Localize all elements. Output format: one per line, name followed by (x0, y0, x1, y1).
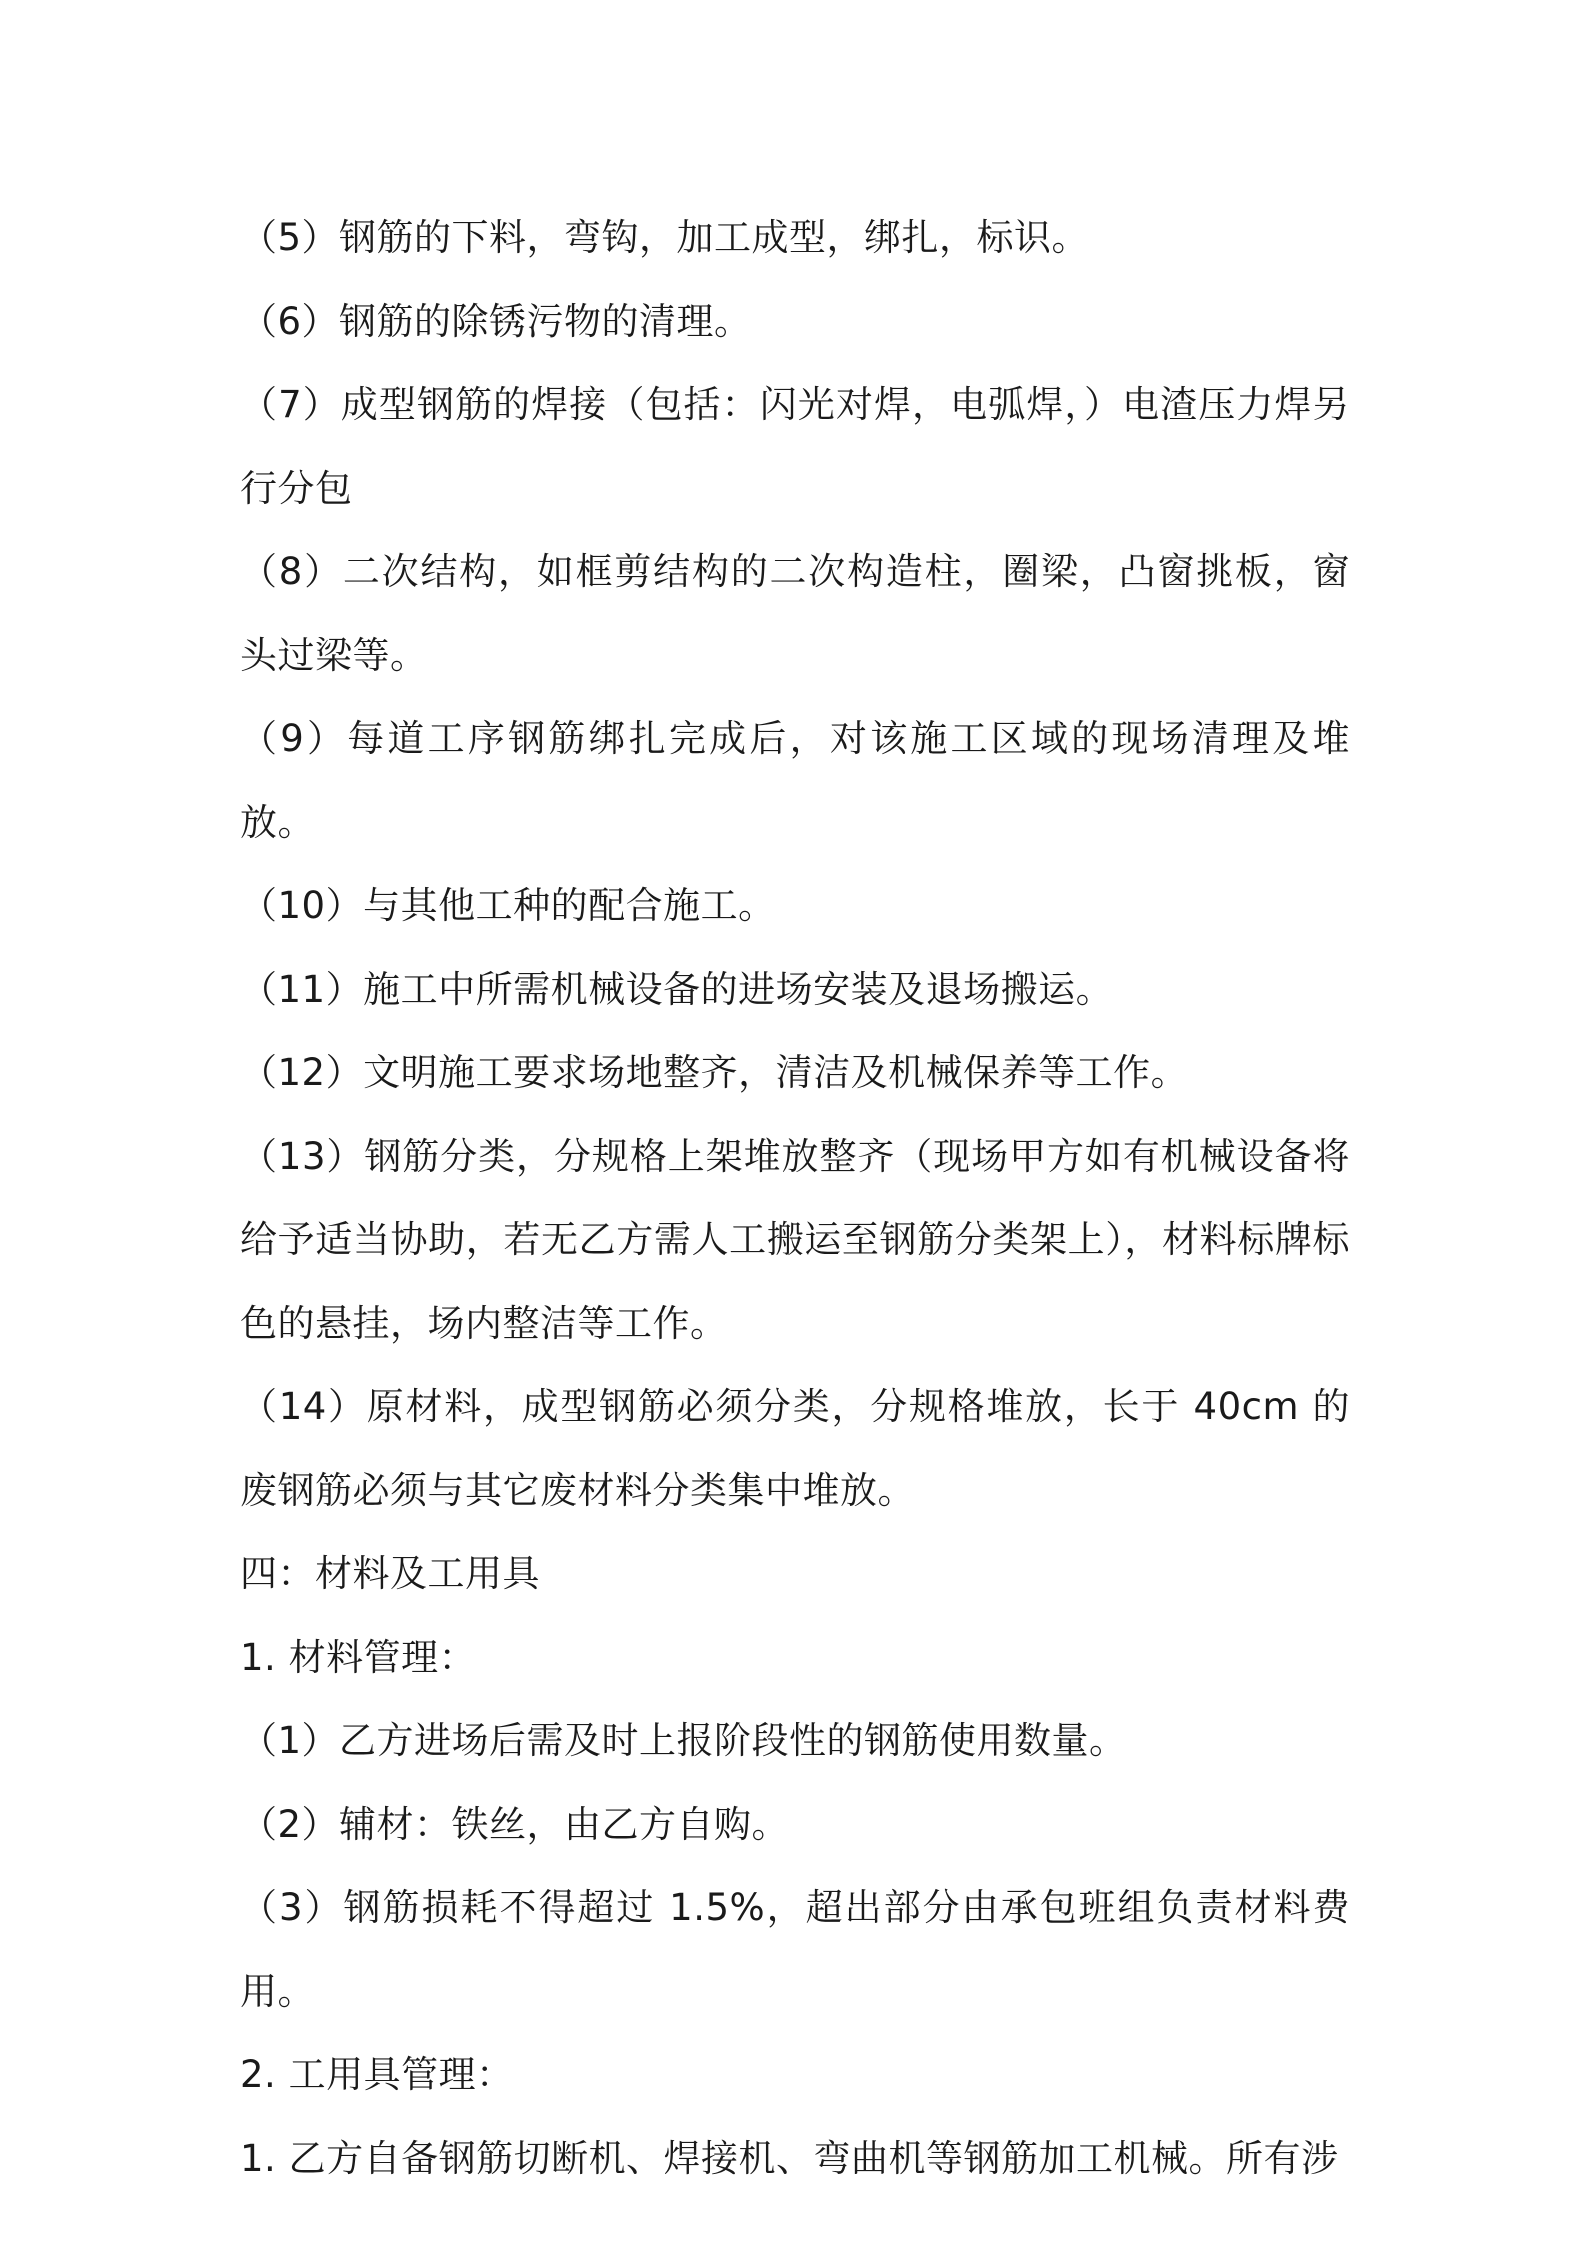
paragraph-item-11: （11）施工中所需机械设备的进场安装及退场搬运。 (240, 967, 1114, 1011)
paragraph-tool-1: 1. 乙方自备钢筋切断机、焊接机、弯曲机等钢筋加工机械。所有涉 (240, 2136, 1339, 2180)
paragraph-item-10: （10）与其他工种的配合施工。 (240, 884, 776, 927)
paragraph-item-6: （6）钢筋的除锈污物的清理。 (240, 299, 752, 343)
paragraph-item-9: （9）每道工序钢筋绑扎完成后，对该施工区域的现场清理及堆放。 (240, 717, 1350, 844)
section-heading-materials-tools: 四：材料及工用具 (240, 1552, 540, 1595)
paragraph-material-1: （1）乙方进场后需及时上报阶段性的钢筋使用数量。 (240, 1719, 1127, 1762)
paragraph-material-3: （3）钢筋损耗不得超过 1.5%，超出部分由承包班组负责材料费用。 (240, 1886, 1350, 2013)
paragraph-material-2: （2）辅材：铁丝，由乙方自购。 (240, 1802, 790, 1846)
document-body (240, 196, 1350, 2200)
paragraph-item-12: （12）文明施工要求场地整齐，清洁及机械保养等工作。 (240, 1051, 1189, 1094)
subheading-tool-management: 2. 工用具管理： (240, 2053, 514, 2096)
paragraph-item-14: （14）原材料，成型钢筋必须分类，分规格堆放，长于 40cm 的废钢筋必须与其它废材料分类集中堆放。 (240, 1385, 1350, 1512)
subheading-material-management: 1. 材料管理： (240, 1635, 477, 1679)
paragraph-item-7: （7）成型钢筋的焊接（包括：闪光对焊，电弧焊，）电渣压力焊另行分包 (240, 383, 1350, 510)
paragraph-item-5: （5）钢筋的下料，弯钩，加工成型，绑扎，标识。 (240, 216, 1090, 259)
paragraph-item-13: （13）钢筋分类，分规格上架堆放整齐（现场甲方如有机械设备将给予适当协助，若无乙方需人工搬运至钢筋分类架上），材料标牌标色的悬挂，场内整洁等工作。 (240, 1134, 1350, 1345)
paragraph-item-8: （8）二次结构，如框剪结构的二次构造柱，圈梁，凸窗挑板，窗头过梁等。 (240, 550, 1350, 677)
